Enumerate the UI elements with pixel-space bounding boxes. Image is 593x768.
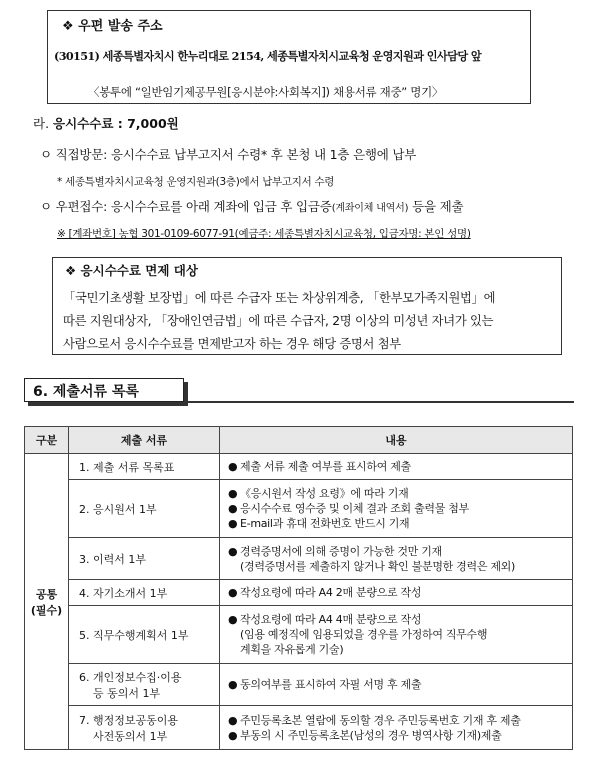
content-text: E-mail과 휴대 전화번호 반드시 기재 [240,517,410,530]
header-document: 제출 서류 [69,427,220,454]
account-info: ※ [계좌번호] 농협 301-0109-6077-91(예금주: 세종특별자치시교육청, 입금자명: 본인 성명) [57,228,471,240]
doc-name: 4. 자기소개서 1부 [79,586,168,600]
table-row [25,480,573,538]
content-item [228,486,572,501]
content-item [228,677,572,692]
content-item [228,642,572,657]
content-item [228,612,572,627]
content-text: 응시수수료 영수증 및 이체 결과 조회 출력물 첨부 [240,502,469,515]
content-text: 제출 서류 제출 여부를 표시하여 제출 [240,460,411,473]
fee-label: 라. [33,116,54,131]
content-cell [220,480,573,538]
bullet-icon: ● [228,613,238,626]
content-item [228,459,572,474]
bullet-icon: ● [228,502,238,515]
content-cell [220,664,573,706]
doc-cell [69,664,220,706]
content-text: 계획을 자유롭게 기술) [240,643,344,656]
doc-cell [69,480,220,538]
doc-name-cont: 등 동의서 1부 [93,686,161,700]
category-cell [25,454,69,750]
content-text: 《응시원서 작성 요령》에 따라 기재 [240,487,409,500]
table-row [25,538,573,580]
content-text: 주민등록초본 열람에 동의할 경우 주민등록번호 기재 후 제출 [240,713,521,727]
bullet-icon: ● [228,586,238,599]
exemption-line-2: 따른 지원대상자, 「장애인연금법」에 따른 수급자, 2명 이상의 미성년 자녀가 있는 [63,314,494,328]
content-item [228,728,572,743]
doc-cell [69,606,220,664]
fee-heading [33,114,179,132]
doc-cell [69,454,220,480]
bullet-icon: ● [228,487,238,500]
content-item [228,544,572,559]
table-row [25,580,573,606]
category-sub: (필수) [30,603,63,617]
exemption-line-1: 「국민기초생활 보장법」에 따른 수급자 또는 차상위계층, 「한부모가족지원법」에 [63,291,496,305]
documents-table [24,426,573,750]
doc-name: 2. 응시원서 1부 [79,502,157,516]
doc-name: 7. 행정정보공동이용 [79,713,178,727]
mailing-title: ❖ 우편 발송 주소 [62,19,163,34]
doc-name: 5. 직무수행계획서 1부 [79,628,189,642]
doc-name: 1. 제출 서류 목록표 [79,460,175,474]
section-heading [24,378,184,402]
table-row [25,664,573,706]
content-item [228,585,572,600]
fee-title: 응시수수료 : 7,000원 [53,116,179,131]
content-text: 작성요령에 따라 A4 2매 분량으로 작성 [240,586,422,599]
fee-item-mail-text: ㅇ 우편접수: 응시수수료를 아래 계좌에 입금 후 입금증 [40,199,332,214]
mailing-address-box [47,10,531,104]
content-text: 경력증명서에 의해 증명이 가능한 것만 기재 [240,544,442,558]
doc-name: 3. 이력서 1부 [79,552,146,566]
doc-cell [69,706,220,750]
doc-name-cont: 사전동의서 1부 [93,729,168,743]
mailing-note: 〈봉투에 “일반임기제공무원[응시분야:사회복지]) 채용서류 재중” 명기〉 [88,85,444,99]
exemption-line-3: 사람으로서 응시수수료를 면제받고자 하는 경우 해당 증명서 첨부 [63,337,401,351]
content-text: (임용 예정직에 임용되었을 경우를 가정하여 직무수행 [240,628,488,641]
bullet-icon: ● [228,517,238,530]
content-cell [220,538,573,580]
bullet-icon: ● [228,460,238,473]
doc-cell [69,538,220,580]
fee-item-visit: ㅇ 직접방문: 응시수수료 납부고지서 수령* 후 본청 내 1층 은행에 납부 [40,147,417,162]
fee-item-visit-note: * 세종특별자치시교육청 운영지원과(3층)에서 납부고지서 수령 [57,176,335,188]
exemption-box [52,257,562,355]
doc-cell [69,580,220,606]
table-row [25,606,573,664]
doc-name: 6. 개인정보수집·이용 [79,670,182,684]
fee-item-mail [40,197,463,215]
content-item [228,713,572,728]
fee-item-mail-tail: 등을 제출 [408,199,464,214]
section-title: 6. 제출서류 목록 [33,384,139,400]
category-label: 공통 [35,587,58,601]
content-text: 작성요령에 따라 A4 4매 분량으로 작성 [240,613,422,626]
bullet-icon: ● [228,728,238,742]
exemption-title: ❖ 응시수수료 면제 대상 [65,263,198,278]
fee-item-mail-paren: (계좌이체 내역서) [331,203,409,214]
content-item [228,627,572,642]
content-cell [220,580,573,606]
mailing-address: (30151) 세종특별자치시 한누리대로 2154, 세종특별자치시교육청 운영지원과 인사담당 앞 [54,49,482,63]
content-cell [220,706,573,750]
content-text: 부동의 시 주민등록초본(남성의 경우 병역사항 기재)제출 [240,728,502,742]
table-row [25,706,573,750]
content-cell [220,606,573,664]
content-item [228,516,572,531]
header-category: 구분 [25,427,69,454]
bullet-icon: ● [228,544,238,558]
bullet-icon: ● [228,678,238,691]
bullet-icon: ● [228,713,238,727]
content-item [228,501,572,516]
content-text: (경력증명서를 제출하지 않거나 확인 불분명한 경력은 제외) [240,559,515,573]
header-content: 내용 [220,427,573,454]
content-cell [220,454,573,480]
table-row [25,454,573,480]
table-header-row [25,427,573,454]
content-text: 동의여부를 표시하여 자필 서명 후 제출 [240,678,422,691]
content-item [228,559,572,574]
section-divider [184,401,574,403]
